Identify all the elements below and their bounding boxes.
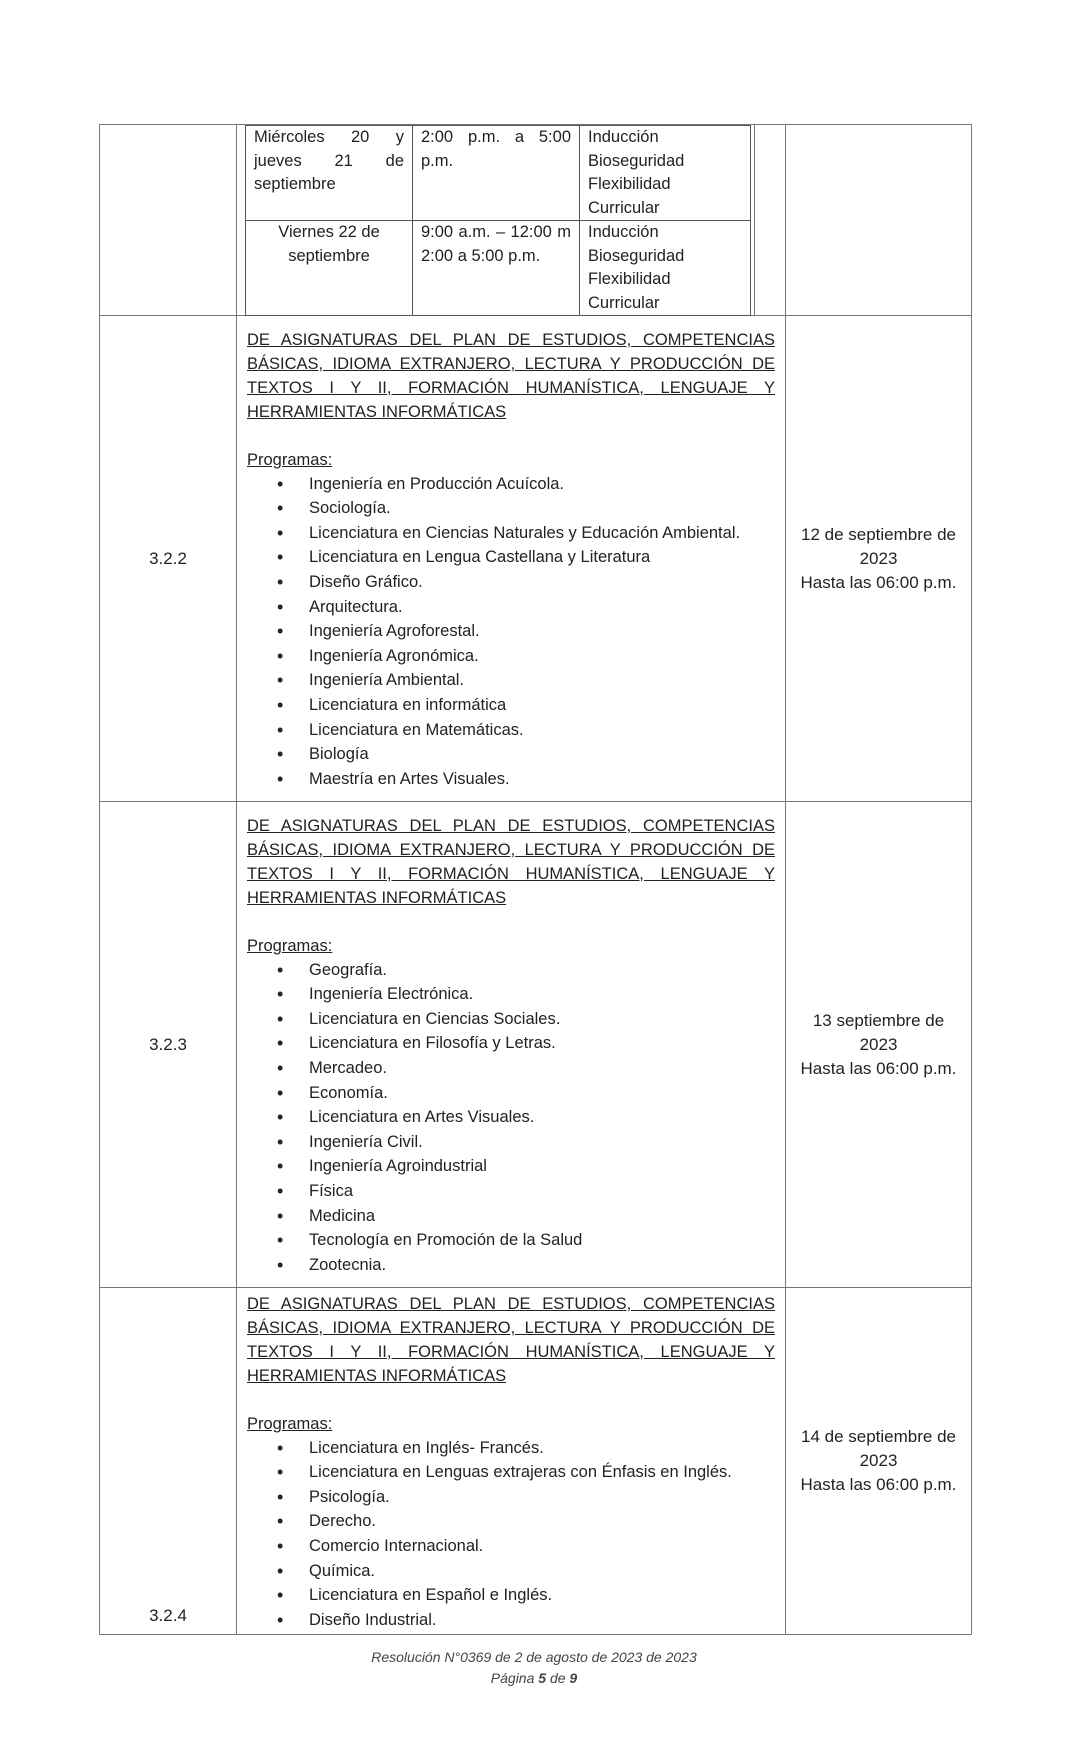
- schedule-cell: [237, 125, 786, 316]
- program-item: • Diseño Industrial.: [277, 1608, 775, 1633]
- schedule-topics: [580, 126, 751, 221]
- program-item: • Ingeniería Agronómica.: [277, 644, 775, 669]
- program-item: • Licenciatura en Ciencias Naturales y Educación Ambiental.: [277, 521, 775, 546]
- program-item: • Ingeniería Electrónica.: [277, 982, 775, 1007]
- induction-schedule-table: [245, 125, 751, 316]
- program-item: • Biología: [277, 742, 775, 767]
- deadline-date: 12 de septiembre de: [801, 524, 956, 544]
- page-sep: de: [549, 1670, 566, 1686]
- table-row: [246, 126, 751, 221]
- program-item: • Licenciatura en Español e Inglés.: [277, 1583, 775, 1608]
- section-number: 3.2.3: [100, 802, 237, 1288]
- section-heading: DE ASIGNATURAS DEL PLAN DE ESTUDIOS, COMPETENCIAS BÁSICAS, IDIOMA EXTRANJERO, LECTURA Y PRODUCCIÓN DE TEXTOS I Y II, FORMACIÓN HUMANÍSTICA, LENGUAJE Y HERRAMIENTAS INFORMÁTICAS: [247, 330, 775, 421]
- program-item: • Licenciatura en Lengua Castellana y Literatura: [277, 545, 775, 570]
- programs-label: Programas:: [247, 1414, 333, 1433]
- program-item: • Derecho.: [277, 1509, 775, 1534]
- program-item: • Arquitectura.: [277, 595, 775, 620]
- program-item: • Licenciatura en Artes Visuales.: [277, 1105, 775, 1130]
- section-heading: DE ASIGNATURAS DEL PLAN DE ESTUDIOS, COMPETENCIAS BÁSICAS, IDIOMA EXTRANJERO, LECTURA Y PRODUCCIÓN DE TEXTOS I Y II, FORMACIÓN HUMANÍSTICA, LENGUAJE Y HERRAMIENTAS INFORMÁTICAS: [247, 816, 775, 907]
- program-item: • Geografía.: [277, 958, 775, 983]
- footer-page-number: [0, 1670, 1068, 1686]
- table-row: [100, 125, 972, 316]
- program-item: • Mercadeo.: [277, 1056, 775, 1081]
- topic: Bioseguridad: [588, 246, 685, 265]
- deadline-date: 13 septiembre de: [812, 1010, 945, 1030]
- program-item: • Diseño Gráfico.: [277, 570, 775, 595]
- program-item: • Licenciatura en Inglés- Francés.: [277, 1436, 775, 1461]
- table-row: [246, 221, 751, 316]
- program-item: • Ingeniería Civil.: [277, 1130, 775, 1155]
- program-item: • Ingeniería en Producción Acuícola.: [277, 472, 775, 497]
- program-list: [247, 1436, 775, 1633]
- page-total: 9: [569, 1670, 578, 1686]
- programs-label: Programas:: [247, 936, 333, 955]
- deadline-time: Hasta las 06:00 p.m.: [800, 1058, 957, 1078]
- topic: Flexibilidad Curricular: [588, 270, 671, 312]
- section-content: [237, 802, 786, 1288]
- section-number: 3.2.4: [100, 1288, 237, 1635]
- column-divider: [754, 125, 755, 315]
- program-item: • Ingeniería Agroindustrial: [277, 1154, 775, 1179]
- schedule-day: Miércoles 20 y jueves 21 de septiembre: [246, 126, 413, 221]
- table-row: [100, 802, 972, 1288]
- topic: Bioseguridad: [588, 151, 685, 170]
- program-list: [247, 472, 775, 792]
- deadline-time: Hasta las 06:00 p.m.: [800, 572, 957, 592]
- row-number-cell: [100, 125, 237, 316]
- section-number: 3.2.2: [100, 316, 237, 802]
- schedule-topics: [580, 221, 751, 316]
- program-item: • Licenciatura en Ciencias Sociales.: [277, 1007, 775, 1032]
- program-item: • Zootecnia.: [277, 1253, 775, 1278]
- deadline-cell: [786, 316, 972, 802]
- section-heading: DE ASIGNATURAS DEL PLAN DE ESTUDIOS, COMPETENCIAS BÁSICAS, IDIOMA EXTRANJERO, LECTURA Y PRODUCCIÓN DE TEXTOS I Y II, FORMACIÓN HUMANÍSTICA, LENGUAJE Y HERRAMIENTAS INFORMÁTICAS: [247, 1294, 775, 1385]
- deadline-year: 2023: [859, 1451, 898, 1470]
- topic: Inducción: [588, 223, 659, 241]
- schedule-time: 9:00 a.m. – 12:00 m 2:00 a 5:00 p.m.: [413, 221, 580, 316]
- program-item: • Licenciatura en informática: [277, 693, 775, 718]
- program-item: • Química.: [277, 1559, 775, 1584]
- table-row: [100, 1288, 972, 1635]
- table-row: [100, 316, 972, 802]
- deadline-date: 14 de septiembre de: [801, 1427, 956, 1446]
- deadline-time: Hasta las 06:00 p.m.: [800, 1475, 957, 1494]
- program-item: • Medicina: [277, 1204, 775, 1229]
- section-content: [237, 1288, 786, 1635]
- page-current: 5: [538, 1670, 547, 1686]
- program-item: • Sociología.: [277, 496, 775, 521]
- schedule-table: [99, 124, 972, 1635]
- program-item: • Psicología.: [277, 1485, 775, 1510]
- date-cell: [786, 125, 972, 316]
- program-item: • Ingeniería Ambiental.: [277, 668, 775, 693]
- program-item: • Tecnología en Promoción de la Salud: [277, 1228, 775, 1253]
- program-item: • Licenciatura en Filosofía y Letras.: [277, 1031, 775, 1056]
- footer-resolution: Resolución N°0369 de 2 de agosto de 2023 de 2023: [371, 1649, 697, 1665]
- schedule-time: 2:00 p.m. a 5:00 p.m.: [413, 126, 580, 221]
- program-list: [247, 958, 775, 1278]
- program-item: • Comercio Internacional.: [277, 1534, 775, 1559]
- program-item: • Maestría en Artes Visuales.: [277, 767, 775, 792]
- page-prefix: Página: [490, 1670, 535, 1686]
- topic: Flexibilidad Curricular: [588, 175, 671, 217]
- programs-label: Programas:: [247, 450, 333, 469]
- topic: Inducción: [588, 128, 659, 146]
- deadline-year: 2023: [859, 548, 898, 568]
- program-item: • Ingeniería Agroforestal.: [277, 619, 775, 644]
- deadline-cell: [786, 802, 972, 1288]
- deadline-cell: [786, 1288, 972, 1635]
- program-item: • Economía.: [277, 1081, 775, 1106]
- schedule-day: Viernes 22 de septiembre: [246, 221, 413, 316]
- deadline-year: 2023: [859, 1034, 898, 1054]
- program-item: • Licenciatura en Matemáticas.: [277, 718, 775, 743]
- section-content: [237, 316, 786, 802]
- program-item: • Física: [277, 1179, 775, 1204]
- program-item: • Licenciatura en Lenguas extrajeras con Énfasis en Inglés.: [277, 1460, 775, 1485]
